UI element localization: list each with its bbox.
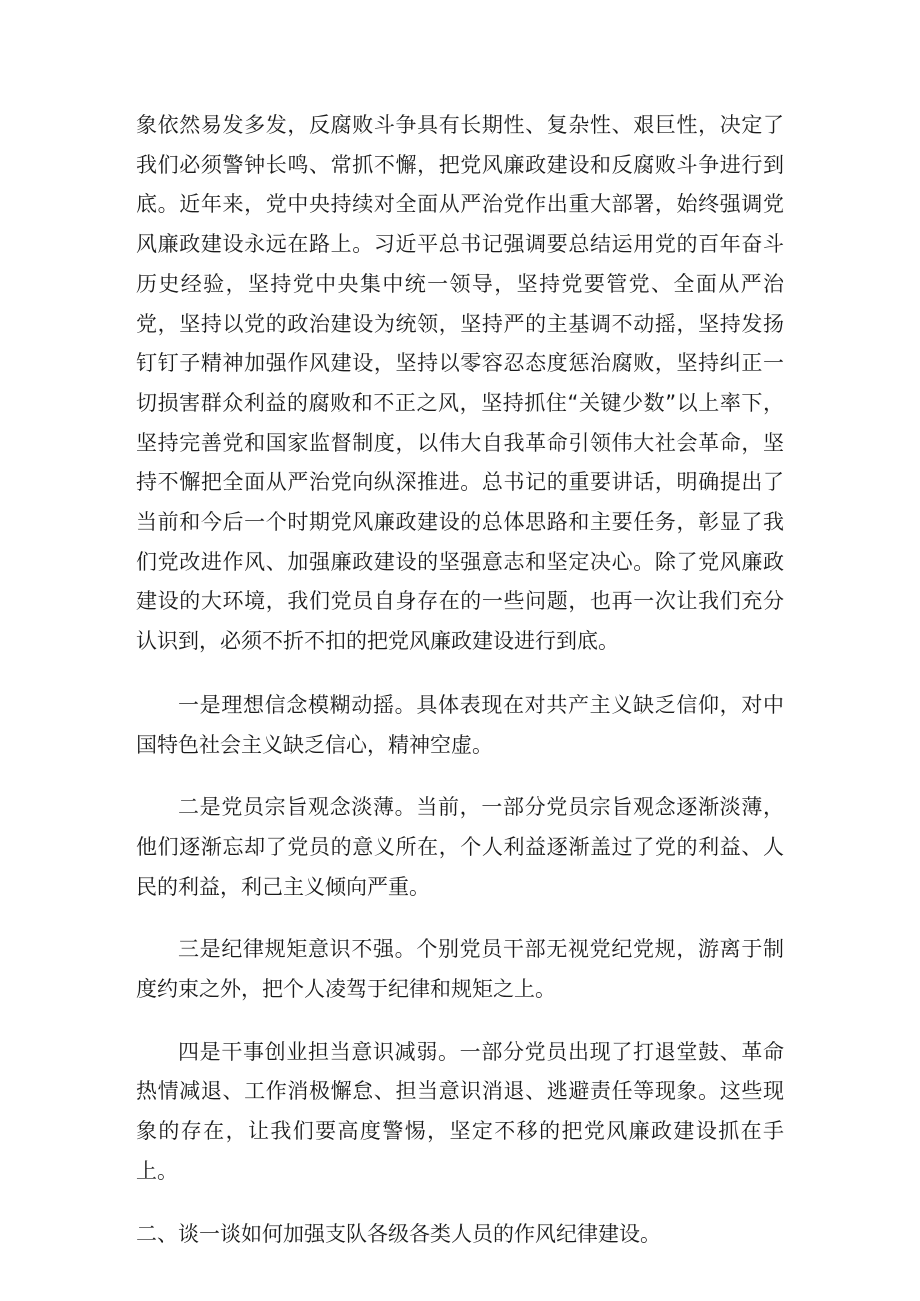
paragraph-continuation: 象依然易发多发，反腐败斗争具有长期性、复杂性、艰巨性，决定了我们必须警钟长鸣、常抓不懈，把党风廉政建设和反腐败斗争进行到底。近年来，党中央持续对全面从严治党作出重大部署，始终强调党风廉政建设永远在路上。习近平总书记强调要总结运用党的百年奋斗历史经验，坚持党中央集中统一领导，坚持党要管党、全面从严治党，坚持以党的政治建设为统领，坚持严的主基调不动摇，坚持发扬钉钉子精神加强作风建设，坚持以零容忍态度惩治腐败，坚持纠正一切损害群众利益的腐败和不正之风，坚持抓住“关键少数”以上率下，坚持完善党和国家监督制度，以伟大自我革命引领伟大社会革命，坚持不懈把全面从严治党向纵深推进。总书记的重要讲话，明确提出了当前和今后一个时期党风廉政建设的总体思路和主要任务，彰显了我们党改进作风、加强廉政建设的坚强意志和坚定决心。除了党风廉政建设的大环境，我们党员自身存在的一些问题，也再一次让我们充分认识到，必须不折不扣的把党风廉政建设进行到底。 — [136, 113, 784, 654]
document-body — [136, 106, 784, 1277]
paragraph-point-one: 一是理想信念模糊动摇。具体表现在对共产主义缺乏信仰，对中国特色社会主义缺乏信心，精神空虚。 — [136, 692, 784, 757]
paragraph-point-four: 四是干事创业担当意识减弱。一部分党员出现了打退堂鼓、革命热情减退、工作消极懈怠、担当意识消退、逃避责任等现象。这些现象的存在，让我们要高度警惕，坚定不移的把党风廉政建设抓在手上。 — [136, 1039, 784, 1183]
section-heading-two: 二、谈一谈如何加强支队各级各类人员的作风纪律建设。 — [136, 1221, 661, 1246]
paragraph-point-three: 三是纪律规矩意识不强。个别党员干部无视党纪党规，游离于制度约束之外，把个人凌驾于纪律和规矩之上。 — [136, 937, 784, 1002]
paragraph-point-two: 二是党员宗旨观念淡薄。当前，一部分党员宗旨观念逐渐淡薄，他们逐渐忘却了党员的意义所在，个人利益逐渐盖过了党的利益、人民的利益，利己主义倾向严重。 — [136, 795, 784, 899]
